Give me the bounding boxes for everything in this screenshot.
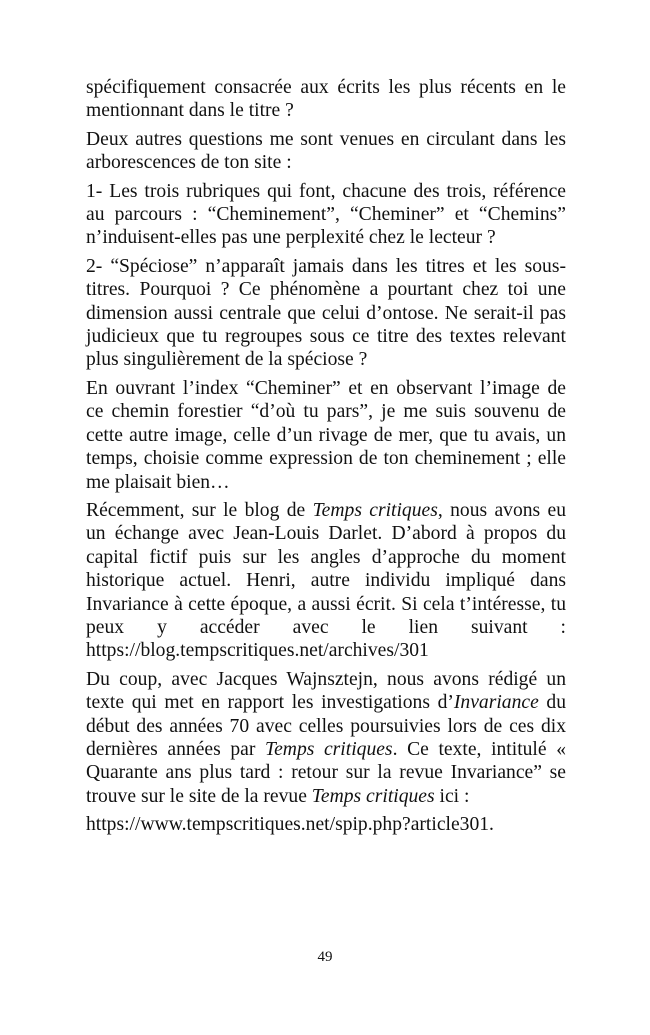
paragraph-7-text-c: . Ce texte, intitulé « Quarante ans plus tard : retour sur la revue Invariance” se trouve sur le site de la revue <box>86 738 566 807</box>
paragraph-4: 2- “Spéciose” n’apparaît jamais dans les titres et les sous-titres. Pourquoi ? Ce phénomène a pourtant chez toi une dimension aussi centrale que celui d’ontose. Ne serait-il pas judicieux que tu regroupes sous ce titre des textes relevant plus singulièrement de la spéciose ? <box>86 255 566 371</box>
paragraph-5: En ouvrant l’index “Cheminer” et en observant l’image de ce chemin forestier “d’où tu pars”, je me suis souvenu de cette autre image, celle d’un rivage de mer, que tu avais, un temps, choisie comme expression de ton cheminement ; elle me plaisait bien… <box>86 377 566 493</box>
journal-title-temps-critiques-3: Temps critiques <box>311 785 435 807</box>
article-link[interactable]: https://www.tempscritiques.net/spip.php?article301. <box>86 814 494 836</box>
paragraph-3: 1- Les trois rubriques qui font, chacune des trois, référence au parcours : “Cheminement”, “Cheminer” et “Chemins” n’induisent-elles pas une perplexité chez le lecteur ? <box>86 180 566 249</box>
journal-title-temps-critiques: Temps critiques <box>312 499 438 521</box>
body-text <box>86 76 566 842</box>
paragraph-6-text-b: , nous avons eu un échange avec Jean-Louis Darlet. D’abord à propos du capital fictif puis sur les angles d’approche du moment historique actuel. Henri, autre individu impliqué dans Invariance à cette époque, a aussi écrit. Si cela t’intéresse, tu peux y accéder avec le lien suivant : <box>86 499 566 638</box>
journal-title-temps-critiques-2: Temps critiques <box>265 738 393 760</box>
paragraph-6 <box>86 499 566 663</box>
paragraph-1: spécifiquement consacrée aux écrits les plus récents en le mentionnant dans le titre ? <box>86 77 566 122</box>
paragraph-6-text-a: Récemment, sur le blog de <box>86 499 313 521</box>
blog-link[interactable]: https://blog.tempscritiques.net/archives/301 <box>86 640 429 662</box>
page-number: 49 <box>317 949 333 965</box>
journal-title-invariance: Invariance <box>453 692 539 714</box>
paragraph-2: Deux autres questions me sont venues en circulant dans les arborescences de ton site : <box>86 128 566 174</box>
paragraph-7-text-a: Du coup, avec Jacques Wajnsztejn, nous avons rédigé un texte qui met en rapport les investigations d’ <box>86 668 566 714</box>
paragraph-7-text-b: du début des années 70 avec celles poursuivies lors de ces dix dernières années par <box>86 692 567 760</box>
paragraph-7 <box>86 668 566 808</box>
paragraph-7-text-d: ici : <box>434 785 470 807</box>
